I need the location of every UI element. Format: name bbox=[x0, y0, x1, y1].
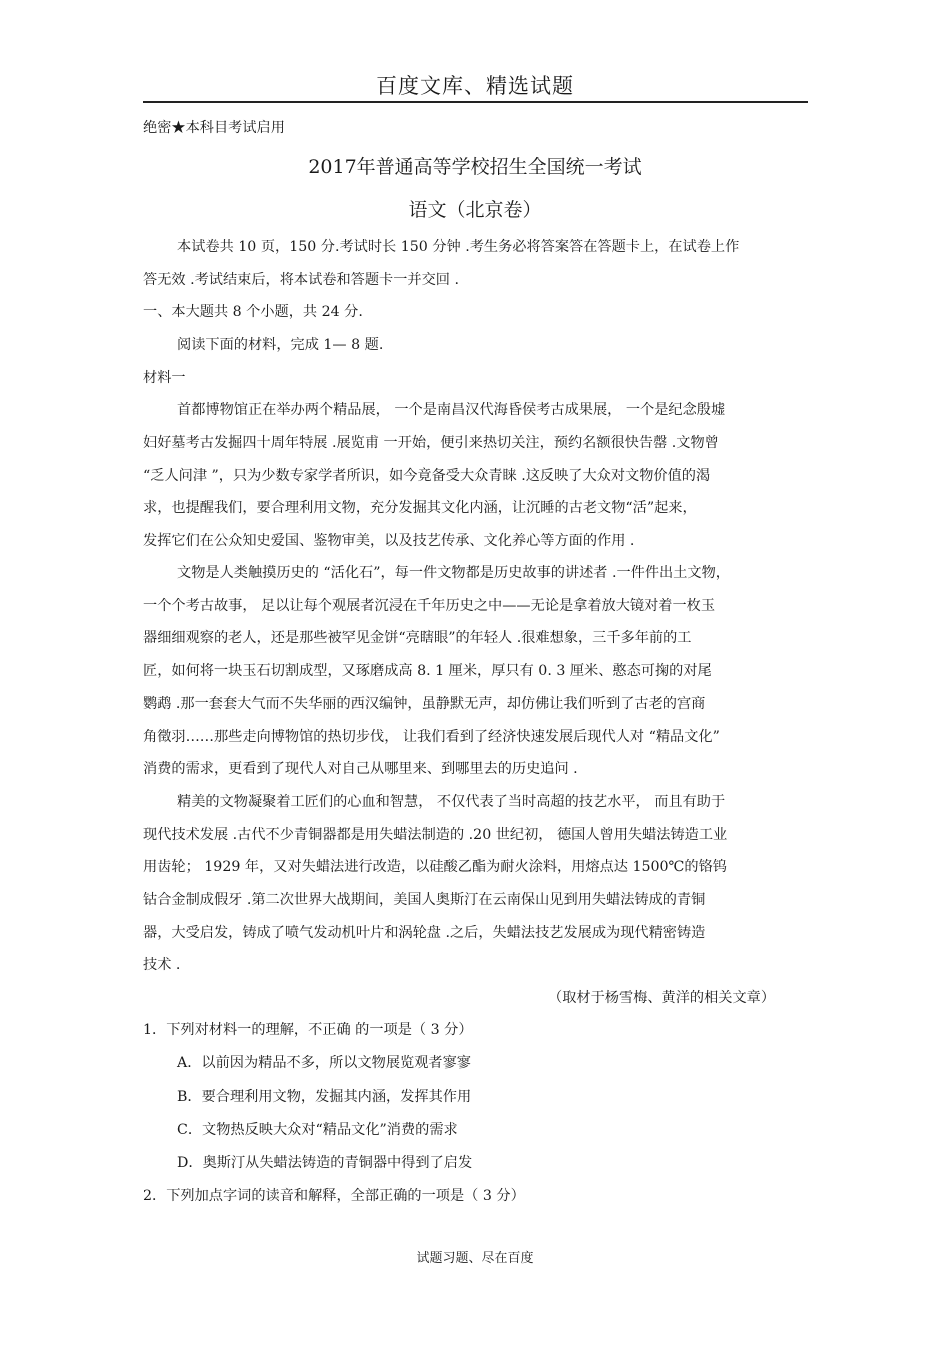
question-2-stem: 2．下列加点字词的读音和解释，全部正确的一项是（ 3 分） bbox=[143, 1188, 525, 1204]
source-citation: （取材于杨雪梅、黄洋的相关文章） bbox=[548, 990, 776, 1006]
paragraph-1-line: 妇好墓考古发掘四十周年特展 .展览甫 一开始，便引来热切关注，预约名额很快告罄 .文物曾 bbox=[143, 435, 719, 451]
question-1-option-a: A．以前因为精品不多，所以文物展览观者寥寥 bbox=[177, 1055, 471, 1071]
secret-mark: 绝密★本科目考试启用 bbox=[143, 120, 285, 136]
paragraph-2-line: 器细细观察的老人，还是那些被罕见金饼“亮瞎眼”的年轻人 .很难想象，三千多年前的工 bbox=[143, 630, 692, 646]
reading-instruction: 阅读下面的材料，完成 1— 8 题. bbox=[177, 337, 384, 353]
question-1-option-d: D．奥斯汀从失蜡法铸造的青铜器中得到了启发 bbox=[177, 1155, 473, 1171]
paragraph-3-line: 现代技术发展 .古代不少青铜器都是用失蜡法制造的 .20 世纪初， 德国人曾用失蜡法铸造工业 bbox=[143, 827, 728, 843]
intro-line-2: 答无效 .考试结束后，将本试卷和答题卡一并交回 . bbox=[143, 272, 459, 288]
paragraph-2-line: 角徵羽……那些走向博物馆的热切步伐， 让我们看到了经济快速发展后现代人对 “精品文化” bbox=[143, 729, 720, 745]
intro-line-1: 本试卷共 10 页，150 分.考试时长 150 分钟 .考生务必将答案答在答题卡上，在试卷上作 bbox=[177, 239, 740, 255]
header-divider bbox=[143, 101, 808, 103]
page-header-title: 百度文库、精选试题 bbox=[376, 74, 574, 98]
paragraph-3-line: 精美的文物凝聚着工匠们的心血和智慧， 不仅代表了当时高超的技艺水平， 而且有助于 bbox=[177, 794, 726, 810]
paragraph-3-line: 技术 . bbox=[143, 957, 181, 973]
paragraph-3-line: 器，大受启发，铸成了喷气发动机叶片和涡轮盘 .之后，失蜡法技艺发展成为现代精密铸造 bbox=[143, 925, 706, 941]
paragraph-1-line: 求，也提醒我们，要合理利用文物，充分发掘其文化内涵，让沉睡的古老文物“活”起来， bbox=[143, 500, 697, 516]
question-1-option-c: C．文物热反映大众对“精品文化”消费的需求 bbox=[177, 1122, 458, 1138]
paragraph-1-line: 首都博物馆正在举办两个精品展， 一个是南昌汉代海昏侯考古成果展， 一个是纪念殷墟 bbox=[177, 402, 726, 418]
question-1-option-b: B．要合理利用文物，发掘其内涵，发挥其作用 bbox=[177, 1089, 472, 1105]
paragraph-1-line: 发挥它们在公众知史爱国、鉴物审美，以及技艺传承、文化养心等方面的作用 . bbox=[143, 533, 635, 549]
page-footer: 试题习题、尽在百度 bbox=[416, 1251, 534, 1266]
exam-subtitle: 语文（北京卷） bbox=[408, 199, 542, 221]
paragraph-3-line: 钴合金制成假牙 .第二次世界大战期间，美国人奥斯汀在云南保山见到用失蜡法铸成的青铜 bbox=[143, 892, 706, 908]
paragraph-2-line: 匠，如何将一块玉石切割成型，又琢磨成高 8. 1 厘米，厚只有 0. 3 厘米、憨态可掬的对尾 bbox=[143, 663, 712, 679]
question-1-stem: 1．下列对材料一的理解，不正确 的一项是（ 3 分） bbox=[143, 1022, 473, 1038]
paragraph-2-line: 鹦鹉 .那一套套大气而不失华丽的西汉编钟，虽静默无声，却仿佛让我们听到了古老的宫商 bbox=[143, 696, 706, 712]
paragraph-1-line: “乏人问津 ”，只为少数专家学者所识，如今竟备受大众青睐 .这反映了大众对文物价值的渴 bbox=[143, 468, 711, 484]
exam-title: 2017年普通高等学校招生全国统一考试 bbox=[308, 156, 642, 178]
section-one-heading: 一、本大题共 8 个小题，共 24 分. bbox=[143, 304, 363, 320]
paragraph-2-line: 消费的需求，更看到了现代人对自己从哪里来、到哪里去的历史追问 . bbox=[143, 761, 578, 777]
paragraph-3-line: 用齿轮； 1929 年，又对失蜡法进行改造，以硅酸乙酯为耐火涂料，用熔点达 1500℃的铬钨 bbox=[143, 859, 727, 875]
material-label: 材料一 bbox=[143, 370, 186, 386]
paragraph-2-line: 一个个考古故事， 足以让每个观展者沉浸在千年历史之中——无论是拿着放大镜对着一枚玉 bbox=[143, 598, 716, 614]
paragraph-2-line: 文物是人类触摸历史的 “活化石”，每一件文物都是历史故事的讲述者 .一件件出土文物， bbox=[177, 565, 730, 581]
